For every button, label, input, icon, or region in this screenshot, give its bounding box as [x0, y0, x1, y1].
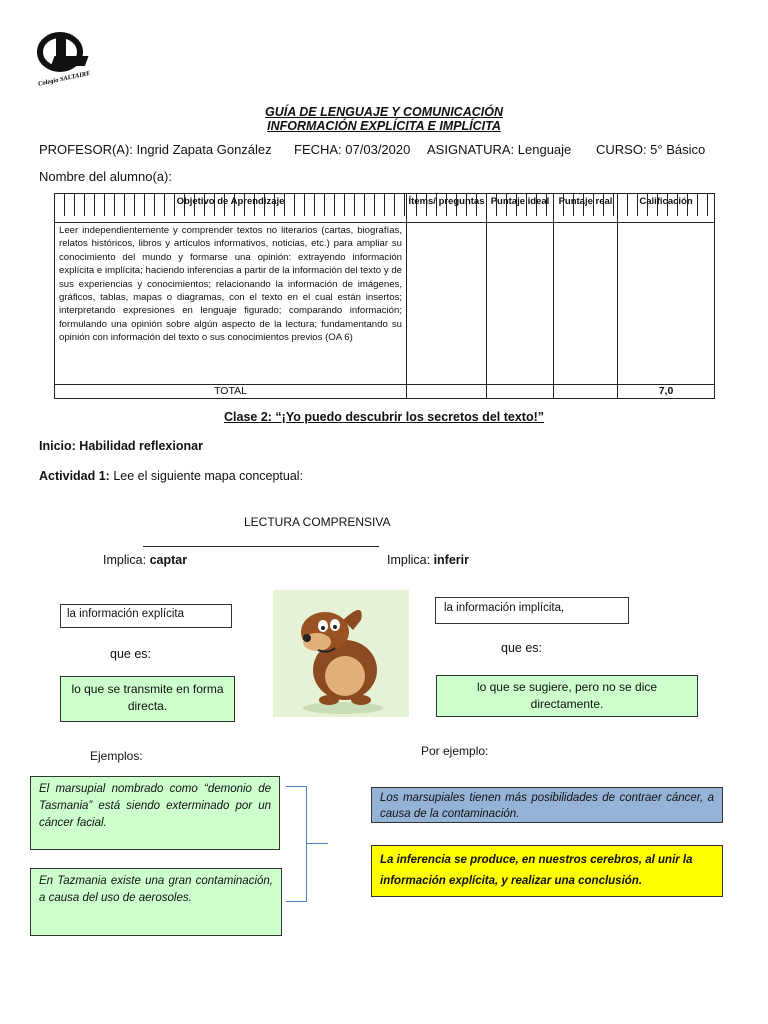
total-real	[554, 385, 618, 399]
taz-foot-left	[319, 695, 339, 705]
map-root: LECTURA COMPRENSIVA	[244, 515, 391, 529]
header-items	[407, 194, 487, 223]
logo-text: Colegio SALTAIRE	[37, 69, 92, 86]
guide-subtitle: INFORMACIÓN EXPLÍCITA E IMPLÍCITA	[267, 119, 501, 133]
explicit-info-box: la información explícita	[60, 604, 232, 628]
logo-base	[51, 56, 89, 66]
implicit-definition-box: lo que se sugiere, pero no se dice directamente.	[436, 675, 698, 717]
teacher-field: PROFESOR(A): Ingrid Zapata González	[39, 142, 272, 157]
header-objective-label: Objetivo de Aprendizaje	[176, 196, 285, 207]
examples-label: Ejemplos:	[90, 749, 143, 763]
ideal-score-cell[interactable]	[487, 223, 554, 385]
grade-cell[interactable]	[618, 223, 715, 385]
taz-pupil-right	[333, 625, 337, 629]
header-grade	[618, 194, 715, 223]
right-implica-value: inferir	[433, 553, 469, 567]
for-example-label: Por ejemplo:	[421, 744, 489, 758]
taz-belly	[325, 656, 365, 696]
class-heading: Clase 2: “¡Yo puedo descubrir los secretos del texto!”	[224, 410, 544, 424]
map-root-line	[143, 546, 379, 547]
left-que-es: que es:	[110, 647, 152, 661]
start-section	[39, 439, 203, 453]
school-logo	[36, 30, 108, 86]
header-items-label: Ítems/ preguntas	[408, 196, 485, 207]
left-implica	[103, 553, 187, 567]
subject-field: ASIGNATURA: Lenguaje	[427, 142, 572, 157]
objective-text: Leer independientemente y comprender textos no literarios (cartas, biografías, relatos históricos, libros y artículos informativos, noticias, etc.) para ampliar su conocimiento del mundo y formarse una opinión: extrayendo información explícita e implícita; haciendo inferencias a partir de la información del texto y de sus experiencias y conocimientos; relacionando la información de imágenes, gráficos, tablas, mapas o diagramas, con el texto en el cual están insertos; interpretando expresiones en lenguaje figurado; comparando información; formulando una opinión sobre algún aspecto de la lectura; fundamentando su opinión con información del texto o sus conocimientos previos (OA 6)	[55, 223, 407, 385]
example-connector-bracket	[286, 786, 307, 902]
example-connector-stem	[306, 843, 328, 844]
header-objective	[55, 194, 407, 223]
taz-pupil-left	[321, 626, 325, 630]
guide-title: GUÍA DE LENGUAJE Y COMUNICACIÓN	[265, 105, 503, 119]
activity-label: Actividad 1:	[39, 469, 110, 483]
grade-field: CURSO: 5° Básico	[596, 142, 706, 157]
total-row	[55, 385, 715, 399]
total-grade: 7,0	[618, 385, 715, 399]
date-field: FECHA: 07/03/2020	[294, 142, 411, 157]
left-implica-value: captar	[149, 553, 188, 567]
example-box-2: En Tazmania existe una gran contaminación, a causa del uso de aerosoles.	[30, 868, 282, 936]
real-score-cell[interactable]	[554, 223, 618, 385]
student-name-label: Nombre del alumno(a):	[39, 169, 172, 184]
header-real	[554, 194, 618, 223]
start-text: Habilidad reflexionar	[79, 439, 203, 453]
right-que-es: que es:	[501, 641, 543, 655]
example-box-1: El marsupial nombrado como “demonio de Tasmania” está siendo exterminado por un cáncer facial.	[30, 776, 280, 850]
implicit-info-box: la información implícita,	[435, 597, 629, 624]
explicit-definition-box: lo que se transmite en forma directa.	[60, 676, 235, 722]
conclusion-box: La inferencia se produce, en nuestros cerebros, al unir la información explícita, y realizar una conclusión.	[371, 845, 723, 897]
items-cell[interactable]	[407, 223, 487, 385]
total-ideal	[487, 385, 554, 399]
taz-nose	[303, 634, 311, 642]
right-implica-prefix: Implica:	[387, 553, 431, 567]
activity-section	[39, 469, 303, 483]
evaluation-table	[54, 193, 715, 399]
right-implica	[387, 553, 469, 567]
total-items	[407, 385, 487, 399]
header-ideal	[487, 194, 554, 223]
left-implica-prefix: Implica:	[103, 553, 147, 567]
header-grade-label: Calificación	[639, 196, 693, 207]
activity-text: Lee el siguiente mapa conceptual:	[113, 469, 304, 483]
header-real-label: Puntaje real	[558, 196, 613, 207]
header-ideal-label: Puntaje ideal	[490, 196, 550, 207]
total-label: TOTAL	[55, 385, 407, 399]
table-header-row	[55, 194, 715, 223]
taz-foot-right	[351, 695, 371, 705]
objective-row	[55, 223, 715, 385]
start-label: Inicio:	[39, 439, 76, 453]
inference-example-box: Los marsupiales tienen más posibilidades de contraer cáncer, a causa de la contaminación.	[371, 787, 723, 823]
taz-illustration	[273, 590, 409, 717]
taz-shadow	[303, 702, 383, 714]
